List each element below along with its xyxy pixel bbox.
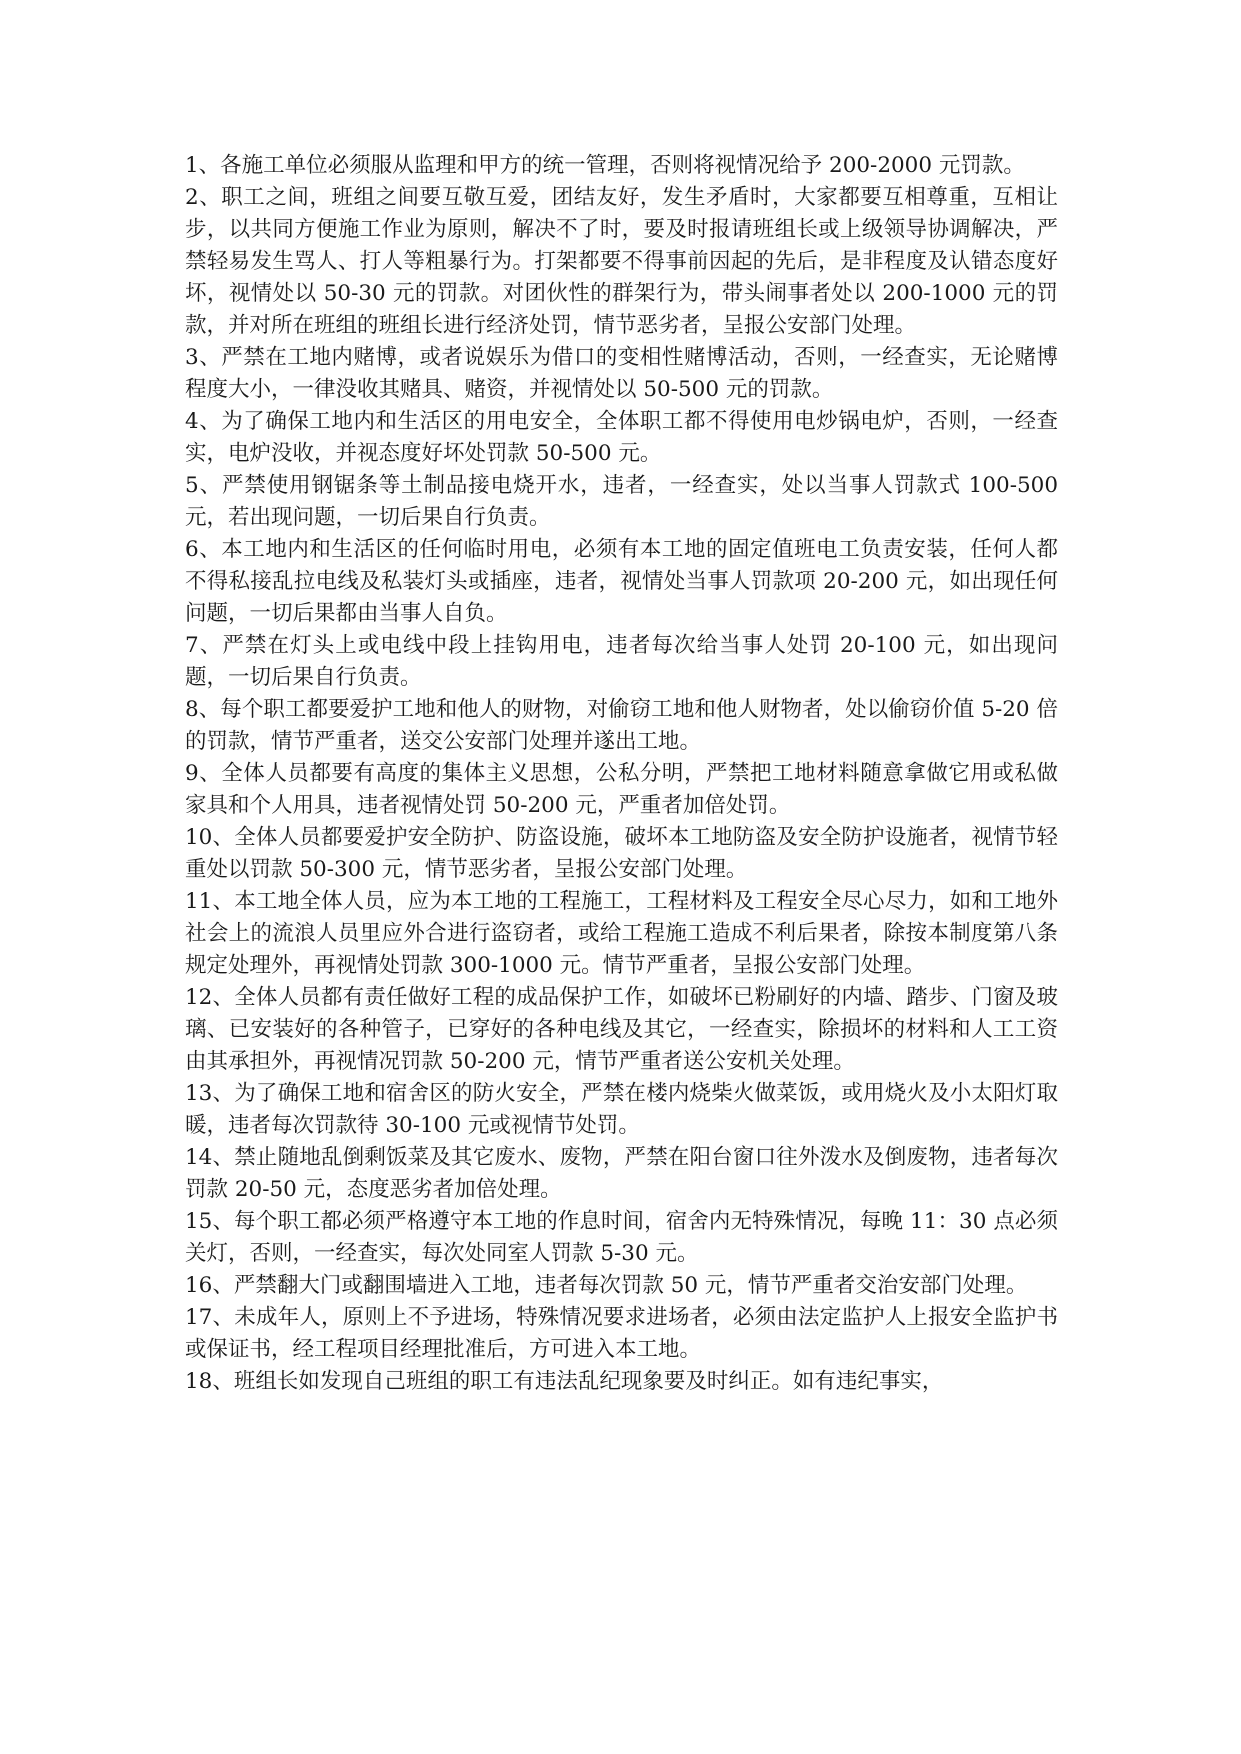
clause-4: 4、为了确保工地内和生活区的用电安全，全体职工都不得使用电炒锅电炉，否则，一经查实，电炉没收，并视态度好坏处罚款 50-500 元。: [185, 409, 1058, 466]
clause-5: 5、严禁使用钢锯条等土制品接电烧开水，违者，一经查实，处以当事人罚款式 100-500 元，若出现问题，一切后果自行负责。: [185, 473, 1058, 530]
clause-12: 12、全体人员都有责任做好工程的成品保护工作，如破坏已粉刷好的内墙、踏步、门窗及玻璃、已安装好的各种管子，已穿好的各种电线及其它，一经查实，除损坏的材料和人工工资由其承担外，再视情况罚款 50-200 元，情节严重者送公安机关处理。: [185, 985, 1058, 1074]
clause-15: 15、每个职工都必须严格遵守本工地的作息时间，宿舍内无特殊情况，每晚 11：30 点必须关灯，否则，一经查实，每次处同室人罚款 5-30 元。: [185, 1209, 1058, 1266]
clause-14: 14、禁止随地乱倒剩饭菜及其它废水、废物，严禁在阳台窗口往外泼水及倒废物，违者每次罚款 20-50 元，态度恶劣者加倍处理。: [185, 1145, 1058, 1202]
clause-9: 9、全体人员都要有高度的集体主义思想，公私分明，严禁把工地材料随意拿做它用或私做家具和个人用具，违者视情处罚 50-200 元，严重者加倍处罚。: [185, 761, 1058, 818]
clause-2: 2、职工之间，班组之间要互敬互爱，团结友好，发生矛盾时，大家都要互相尊重，互相让步，以共同方便施工作业为原则，解决不了时，要及时报请班组长或上级领导协调解决，严禁轻易发生骂人、打人等粗暴行为。打架都要不得事前因起的先后，是非程度及认错态度好坏，视情处以 50-30 元的罚款。对团伙性的群架行为，带头闹事者处以 200-1000 元的罚款，并对所在班组的班组长进行经济处罚，情节恶劣者，呈报公安部门处理。: [185, 185, 1058, 338]
clause-18: 18、班组长如发现自己班组的职工有违法乱纪现象要及时纠正。如有违纪事实，: [185, 1369, 944, 1394]
clause-1: 1、各施工单位必须服从监理和甲方的统一管理，否则将视情况给予 200-2000 元罚款。: [185, 153, 1025, 178]
clause-11: 11、本工地全体人员，应为本工地的工程施工，工程材料及工程安全尽心尽力，如和工地外社会上的流浪人员里应外合进行盗窃者，或给工程施工造成不利后果者，除按本制度第八条规定处理外，再视情处罚款 300-1000 元。情节严重者，呈报公安部门处理。: [185, 889, 1058, 978]
clause-17: 17、未成年人，原则上不予进场，特殊情况要求进场者，必须由法定监护人上报安全监护书或保证书，经工程项目经理批准后，方可进入本工地。: [185, 1305, 1058, 1362]
clause-7: 7、严禁在灯头上或电线中段上挂钩用电，违者每次给当事人处罚 20-100 元，如出现问题，一切后果自行负责。: [185, 633, 1058, 690]
clause-8: 8、每个职工都要爱护工地和他人的财物，对偷窃工地和他人财物者，处以偷窃价值 5-20 倍的罚款，情节严重者，送交公安部门处理并遂出工地。: [185, 697, 1058, 754]
document-page: [185, 150, 1058, 1398]
clause-13: 13、为了确保工地和宿舍区的防火安全，严禁在楼内烧柴火做菜饭，或用烧火及小太阳灯取暖，违者每次罚款待 30-100 元或视情节处罚。: [185, 1081, 1058, 1138]
clause-6: 6、本工地内和生活区的任何临时用电，必须有本工地的固定值班电工负责安装，任何人都不得私接乱拉电线及私装灯头或插座，违者，视情处当事人罚款项 20-200 元，如出现任何问题，一切后果都由当事人自负。: [185, 537, 1058, 626]
clause-16: 16、严禁翻大门或翻围墙进入工地，违者每次罚款 50 元，情节严重者交治安部门处理。: [185, 1273, 1028, 1298]
clause-10: 10、全体人员都要爱护安全防护、防盗设施，破坏本工地防盗及安全防护设施者，视情节轻重处以罚款 50-300 元，情节恶劣者，呈报公安部门处理。: [185, 825, 1058, 882]
clause-3: 3、严禁在工地内赌博，或者说娱乐为借口的变相性赌博活动，否则，一经查实，无论赌博程度大小，一律没收其赌具、赌资，并视情处以 50-500 元的罚款。: [185, 345, 1058, 402]
